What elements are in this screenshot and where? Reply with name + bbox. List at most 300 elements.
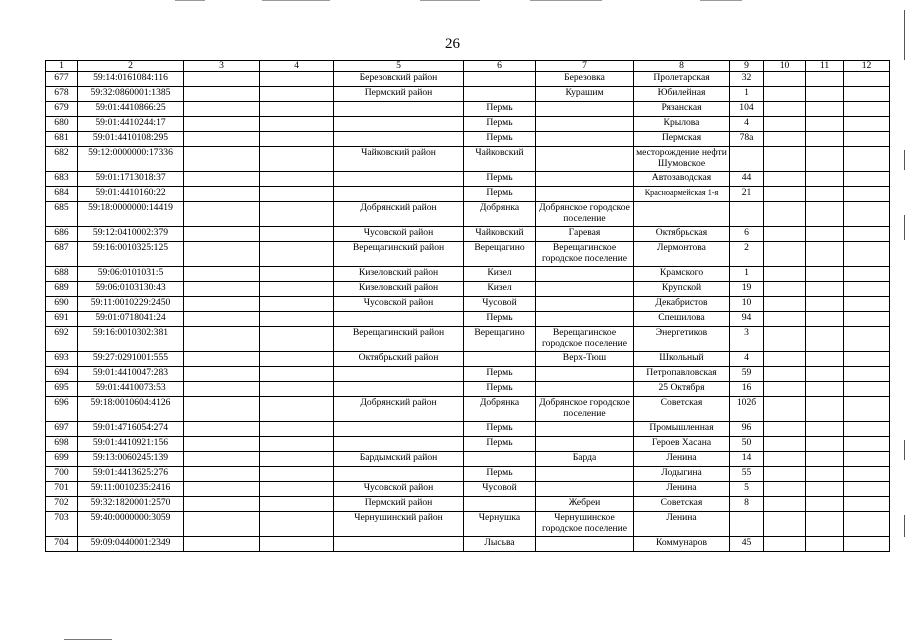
cell-district: Чусовской район [334,297,464,312]
cell-house-number [730,202,764,227]
column-header-5: 5 [334,61,464,72]
cell-col-11 [806,267,844,282]
cell-district [334,367,464,382]
cell-col-4 [260,102,334,117]
cell-col-3 [184,512,260,537]
cell-street: Крупской [634,282,730,297]
cell-col-11 [806,132,844,147]
cell-settlement [536,437,634,452]
cell-settlement [536,282,634,297]
cell-col-11 [806,87,844,102]
cell-col-10 [764,87,806,102]
cell-cadastral-number: 59:06:0103130:43 [78,282,184,297]
cell-col-4 [260,437,334,452]
table-row [46,512,890,537]
column-header-7: 7 [536,61,634,72]
cell-district [334,437,464,452]
cell-street: Советская [634,497,730,512]
cell-col-3 [184,327,260,352]
cell-col-10 [764,327,806,352]
cell-col-4 [260,267,334,282]
cell-row-number: 704 [46,537,78,552]
cell-district: Кизеловский район [334,267,464,282]
cell-cadastral-number: 59:01:1713018:37 [78,172,184,187]
cell-col-12 [844,382,890,397]
cell-district: Добрянский район [334,202,464,227]
cell-col-10 [764,227,806,242]
cell-col-3 [184,537,260,552]
cell-city: Чайковский [464,227,536,242]
cell-city: Пермь [464,367,536,382]
cell-col-12 [844,512,890,537]
cell-col-3 [184,187,260,202]
cell-col-10 [764,147,806,172]
cell-col-10 [764,437,806,452]
cell-col-4 [260,382,334,397]
cell-street: Ленина [634,482,730,497]
cell-city: Чусовой [464,297,536,312]
cell-house-number: 21 [730,187,764,202]
cell-col-3 [184,117,260,132]
cell-col-11 [806,422,844,437]
cell-settlement [536,422,634,437]
table-row [46,172,890,187]
cell-col-11 [806,242,844,267]
cell-col-3 [184,147,260,172]
cell-house-number: 19 [730,282,764,297]
column-header-1: 1 [46,61,78,72]
cell-col-10 [764,312,806,327]
cell-street: Лодыгина [634,467,730,482]
table-row [46,72,890,87]
cell-settlement [536,267,634,282]
cell-col-4 [260,72,334,87]
table-row [46,297,890,312]
cell-col-12 [844,242,890,267]
cell-col-11 [806,352,844,367]
cell-col-3 [184,367,260,382]
cell-col-10 [764,172,806,187]
cell-house-number: 4 [730,352,764,367]
cell-col-12 [844,227,890,242]
cell-col-3 [184,382,260,397]
cell-col-11 [806,202,844,227]
column-header-4: 4 [260,61,334,72]
table-row [46,452,890,467]
cell-settlement: Добрянское городское поселение [536,202,634,227]
cell-street: Школьный [634,352,730,367]
cell-row-number: 677 [46,72,78,87]
cell-col-12 [844,352,890,367]
table-row [46,267,890,282]
cell-cadastral-number: 59:32:1820001:2570 [78,497,184,512]
cell-house-number: 59 [730,367,764,382]
cell-cadastral-number: 59:01:4410160:22 [78,187,184,202]
column-header-12: 12 [844,61,890,72]
cell-street: Октябрьская [634,227,730,242]
cell-settlement: Верещагинское городское поселение [536,242,634,267]
table-row [46,282,890,297]
cell-street: Лермонтова [634,242,730,267]
column-header-9: 9 [730,61,764,72]
cell-col-11 [806,227,844,242]
cell-street: Декабристов [634,297,730,312]
cell-col-10 [764,102,806,117]
cell-col-3 [184,297,260,312]
cell-row-number: 703 [46,512,78,537]
cell-street: Красноармейская 1-я [634,187,730,202]
cell-district: Бардымский район [334,452,464,467]
cell-col-11 [806,172,844,187]
cell-settlement [536,132,634,147]
table-row [46,482,890,497]
cell-col-3 [184,132,260,147]
cell-settlement: Верх-Тюш [536,352,634,367]
cell-district: Добрянский район [334,397,464,422]
cell-settlement [536,537,634,552]
cell-house-number: 32 [730,72,764,87]
cell-cadastral-number: 59:32:0860001:1385 [78,87,184,102]
cell-house-number: 5 [730,482,764,497]
cell-house-number: 16 [730,382,764,397]
table-row [46,467,890,482]
cell-city [464,72,536,87]
cell-settlement: Березовка [536,72,634,87]
cell-col-4 [260,312,334,327]
cell-city [464,452,536,467]
cell-col-11 [806,187,844,202]
cell-district: Чусовской район [334,482,464,497]
cell-district: Березовский район [334,72,464,87]
cell-col-12 [844,102,890,117]
table-body [46,72,890,552]
cell-cadastral-number: 59:01:4413625:276 [78,467,184,482]
cell-house-number: 94 [730,312,764,327]
cell-district [334,102,464,117]
cell-row-number: 693 [46,352,78,367]
cell-col-3 [184,242,260,267]
cell-col-4 [260,187,334,202]
cell-settlement [536,382,634,397]
cell-district [334,187,464,202]
cell-col-3 [184,452,260,467]
cell-col-3 [184,282,260,297]
cell-street: Спешилова [634,312,730,327]
top-edge-lines [0,0,905,4]
table-row [46,102,890,117]
column-header-2: 2 [78,61,184,72]
cell-col-4 [260,297,334,312]
cell-district: Чайковский район [334,147,464,172]
cell-house-number [730,512,764,537]
cell-district [334,117,464,132]
cell-col-3 [184,422,260,437]
cell-row-number: 691 [46,312,78,327]
cell-col-11 [806,72,844,87]
table-row [46,327,890,352]
cell-col-12 [844,132,890,147]
cell-col-4 [260,352,334,367]
cell-col-12 [844,367,890,382]
table-row [46,117,890,132]
cell-house-number [730,147,764,172]
cell-col-11 [806,497,844,512]
cell-settlement [536,297,634,312]
cell-col-3 [184,87,260,102]
cell-district: Пермский район [334,87,464,102]
cell-row-number: 682 [46,147,78,172]
cell-settlement: Барда [536,452,634,467]
cell-col-11 [806,117,844,132]
cell-col-10 [764,132,806,147]
cell-house-number: 1 [730,87,764,102]
cell-col-12 [844,537,890,552]
cell-district: Чернушинский район [334,512,464,537]
cell-row-number: 680 [46,117,78,132]
cell-col-4 [260,282,334,297]
cell-col-10 [764,512,806,537]
cell-house-number: 78а [730,132,764,147]
cell-col-3 [184,172,260,187]
cell-col-12 [844,482,890,497]
cell-cadastral-number: 59:11:0010229:2450 [78,297,184,312]
cell-row-number: 698 [46,437,78,452]
cell-cadastral-number: 59:12:0410002:379 [78,227,184,242]
cell-col-4 [260,117,334,132]
cell-street: Крылова [634,117,730,132]
cell-col-11 [806,397,844,422]
cell-city: Верещагино [464,327,536,352]
cell-street: месторождение нефти Шумовское [634,147,730,172]
column-header-10: 10 [764,61,806,72]
cell-street: Петропавловская [634,367,730,382]
cell-col-12 [844,327,890,352]
cell-cadastral-number: 59:18:0000000:14419 [78,202,184,227]
cell-col-4 [260,467,334,482]
cell-cadastral-number: 59:06:0101031:5 [78,267,184,282]
cell-col-12 [844,282,890,297]
cell-col-11 [806,282,844,297]
cell-settlement [536,147,634,172]
cell-col-12 [844,452,890,467]
cell-house-number: 44 [730,172,764,187]
cell-house-number: 96 [730,422,764,437]
cell-settlement [536,117,634,132]
cell-col-12 [844,147,890,172]
table-row [46,537,890,552]
cell-house-number: 102б [730,397,764,422]
cell-city: Пермь [464,172,536,187]
cell-row-number: 690 [46,297,78,312]
cell-col-11 [806,437,844,452]
cell-district [334,537,464,552]
cell-district [334,422,464,437]
cell-city: Кизел [464,267,536,282]
cell-city: Чернушка [464,512,536,537]
cell-col-11 [806,452,844,467]
cell-col-10 [764,187,806,202]
cell-house-number: 10 [730,297,764,312]
cell-row-number: 702 [46,497,78,512]
cell-row-number: 687 [46,242,78,267]
table-row [46,422,890,437]
cell-cadastral-number: 59:14:0161084:116 [78,72,184,87]
cell-col-3 [184,102,260,117]
cell-settlement [536,482,634,497]
cell-col-12 [844,467,890,482]
cell-district: Верещагинский район [334,242,464,267]
cell-cadastral-number: 59:01:4410866:25 [78,102,184,117]
cell-row-number: 699 [46,452,78,467]
cell-district: Чусовской район [334,227,464,242]
cell-col-3 [184,227,260,242]
table-row [46,382,890,397]
cell-col-10 [764,267,806,282]
cell-cadastral-number: 59:27:0291001:555 [78,352,184,367]
cell-city [464,497,536,512]
cell-street: Пролетарская [634,72,730,87]
cell-settlement [536,367,634,382]
cell-col-4 [260,147,334,172]
cell-row-number: 683 [46,172,78,187]
table-row [46,132,890,147]
cell-city: Пермь [464,467,536,482]
cell-col-4 [260,422,334,437]
cell-col-12 [844,422,890,437]
cell-row-number: 697 [46,422,78,437]
cell-street [634,202,730,227]
cell-city: Кизел [464,282,536,297]
cell-street: Ленина [634,452,730,467]
cell-street: Крамского [634,267,730,282]
cell-street: 25 Октября [634,382,730,397]
cell-col-3 [184,352,260,367]
table-row [46,202,890,227]
cell-row-number: 685 [46,202,78,227]
cell-col-3 [184,267,260,282]
cell-settlement [536,102,634,117]
cell-city: Добрянка [464,202,536,227]
cell-row-number: 694 [46,367,78,382]
column-header-3: 3 [184,61,260,72]
cell-city: Пермь [464,312,536,327]
cell-col-12 [844,202,890,227]
cell-col-4 [260,537,334,552]
cell-col-10 [764,537,806,552]
cell-col-4 [260,367,334,382]
cell-col-11 [806,312,844,327]
column-header-11: 11 [806,61,844,72]
cell-cadastral-number: 59:01:4410921:156 [78,437,184,452]
cell-house-number: 104 [730,102,764,117]
cell-col-12 [844,87,890,102]
cell-city: Пермь [464,422,536,437]
cell-settlement [536,467,634,482]
cell-city: Лысьва [464,537,536,552]
cell-col-3 [184,437,260,452]
cell-col-10 [764,397,806,422]
cell-col-11 [806,467,844,482]
page-number: 26 [445,36,460,52]
cell-col-4 [260,512,334,537]
cell-district [334,132,464,147]
cell-col-3 [184,397,260,422]
cell-settlement: Жебреи [536,497,634,512]
cell-col-11 [806,367,844,382]
cell-city: Добрянка [464,397,536,422]
cell-row-number: 679 [46,102,78,117]
registry-table [45,60,890,552]
column-header-6: 6 [464,61,536,72]
cell-street: Коммунаров [634,537,730,552]
cell-col-12 [844,267,890,282]
cell-house-number: 14 [730,452,764,467]
cell-city [464,87,536,102]
cell-city: Пермь [464,117,536,132]
cell-col-4 [260,327,334,352]
cell-col-12 [844,187,890,202]
cell-settlement [536,187,634,202]
cell-cadastral-number: 59:01:4716054:274 [78,422,184,437]
cell-district: Верещагинский район [334,327,464,352]
cell-cadastral-number: 59:09:0440001:2349 [78,537,184,552]
cell-cadastral-number: 59:16:0010302:381 [78,327,184,352]
cell-settlement [536,312,634,327]
cell-row-number: 695 [46,382,78,397]
cell-row-number: 688 [46,267,78,282]
cell-city [464,352,536,367]
cell-col-10 [764,482,806,497]
cell-col-4 [260,397,334,422]
cell-col-12 [844,497,890,512]
cell-col-11 [806,512,844,537]
cell-col-10 [764,467,806,482]
cell-col-10 [764,297,806,312]
cell-street: Ленина [634,512,730,537]
cell-house-number: 1 [730,267,764,282]
cell-col-4 [260,227,334,242]
cell-city: Пермь [464,187,536,202]
cell-city: Пермь [464,437,536,452]
cell-city: Пермь [464,102,536,117]
cell-district [334,382,464,397]
cell-col-12 [844,437,890,452]
table-row [46,352,890,367]
cell-cadastral-number: 59:01:4410073:53 [78,382,184,397]
cell-row-number: 696 [46,397,78,422]
cell-row-number: 689 [46,282,78,297]
table-row [46,437,890,452]
cell-col-11 [806,382,844,397]
cell-street: Рязанская [634,102,730,117]
cell-col-3 [184,497,260,512]
cell-row-number: 678 [46,87,78,102]
cell-col-3 [184,482,260,497]
cell-row-number: 684 [46,187,78,202]
cell-cadastral-number: 59:01:4410244:17 [78,117,184,132]
cell-house-number: 50 [730,437,764,452]
cell-street: Энергетиков [634,327,730,352]
cell-settlement [536,172,634,187]
cell-col-10 [764,117,806,132]
cell-col-10 [764,352,806,367]
cell-col-10 [764,367,806,382]
cell-street: Автозаводская [634,172,730,187]
table-row [46,147,890,172]
table-row [46,87,890,102]
cell-col-11 [806,327,844,352]
cell-city: Чайковский [464,147,536,172]
